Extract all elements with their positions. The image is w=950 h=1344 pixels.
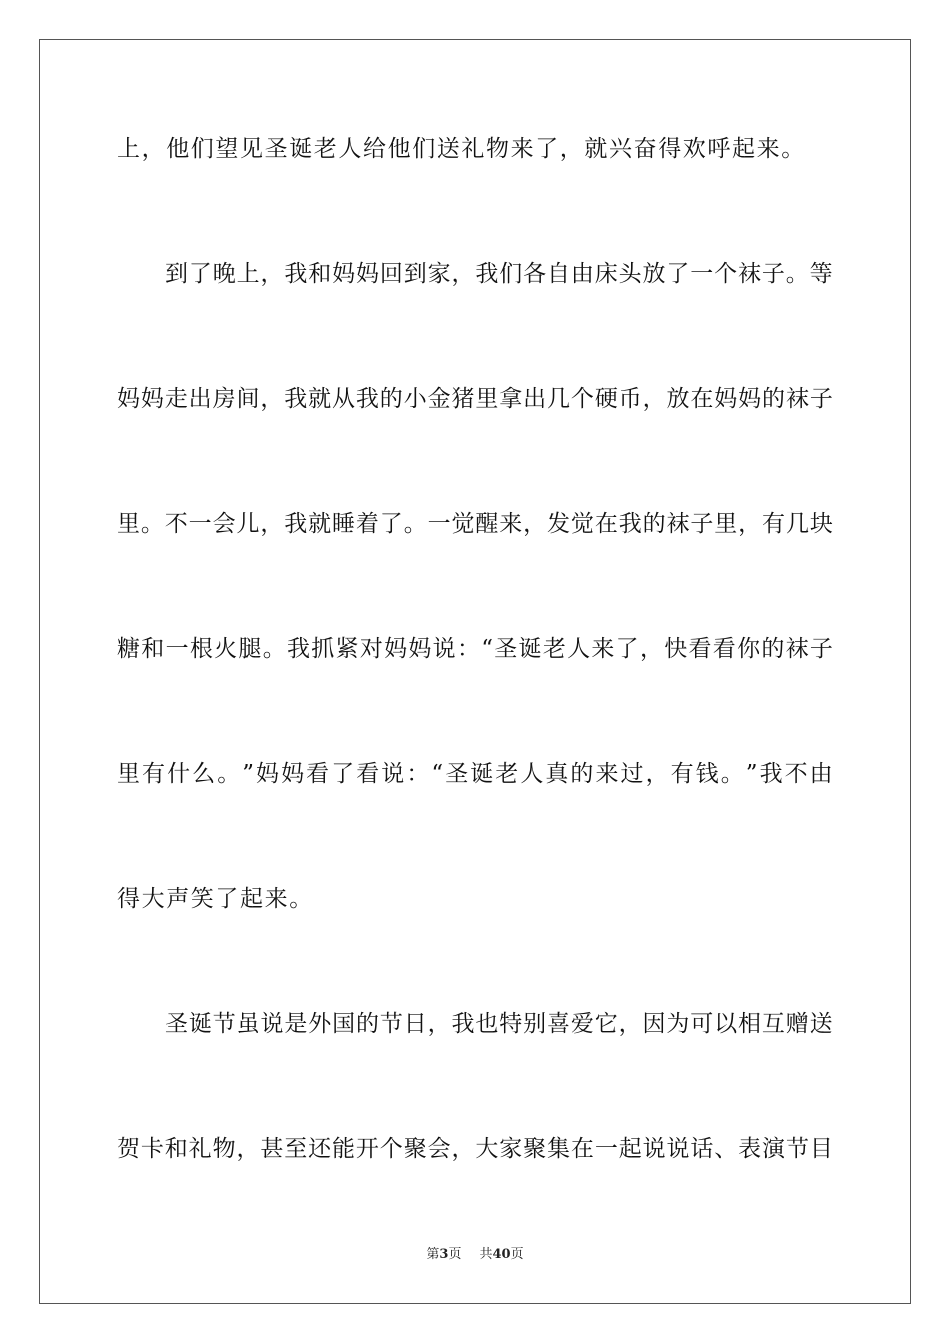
footer-page-prefix: 第 bbox=[426, 1247, 440, 1262]
footer-total-suffix: 页 bbox=[510, 1247, 524, 1262]
text-line-2: 到 了 晚 上 ， 我 和 妈 妈 回 到 家 ， 我 们 各 自 由 床 头 放 了 一 个 袜 子 。 等 bbox=[165, 261, 833, 287]
text-line-9: 贺 卡 和 礼 物 ， 甚 至 还 能 开 个 聚 会 ， 大 家 聚 集 在 一 起 说 说 话 、 表 演 节 目 bbox=[117, 1136, 833, 1162]
footer-total-prefix: 共 bbox=[479, 1247, 493, 1262]
footer-page-suffix: 页 bbox=[448, 1247, 462, 1262]
page-footer bbox=[0, 1246, 950, 1264]
text-line-6: 里 有 什 么 。 ” 妈 妈 看 了 看 说 ： “ 圣 诞 老 人 真 的 来 过 ， 有 钱 。 ” 我 不 由 bbox=[117, 761, 833, 787]
footer-total-pages: 40 bbox=[492, 1247, 511, 1262]
text-line-5: 糖 和 一 根 火 腿 。 我 抓 紧 对 妈 妈 说 ： “ 圣 诞 老 人 来 了 ， 快 看 看 你 的 袜 子 bbox=[117, 636, 833, 662]
text-line-3: 妈 妈 走 出 房 间 ， 我 就 从 我 的 小 金 猪 里 拿 出 几 个 硬 币 ， 放 在 妈 妈 的 袜 子 bbox=[117, 386, 833, 412]
footer-page-number: 3 bbox=[439, 1247, 449, 1262]
text-line-7: 得大声笑了起来。 bbox=[117, 886, 314, 912]
text-line-4: 里 。 不 一 会 儿 ， 我 就 睡 着 了 。 一 觉 醒 来 ， 发 觉 在 我 的 袜 子 里 ， 有 几 块 bbox=[117, 511, 833, 537]
page-border bbox=[39, 39, 911, 1304]
text-line-8: 圣 诞 节 虽 说 是 外 国 的 节 日 ， 我 也 特 别 喜 爱 它 ， 因 为 可 以 相 互 赠 送 bbox=[165, 1011, 833, 1037]
text-line-1: 上，他们望见圣诞老人给他们送礼物来了，就兴奋得欢呼起来。 bbox=[117, 136, 806, 162]
